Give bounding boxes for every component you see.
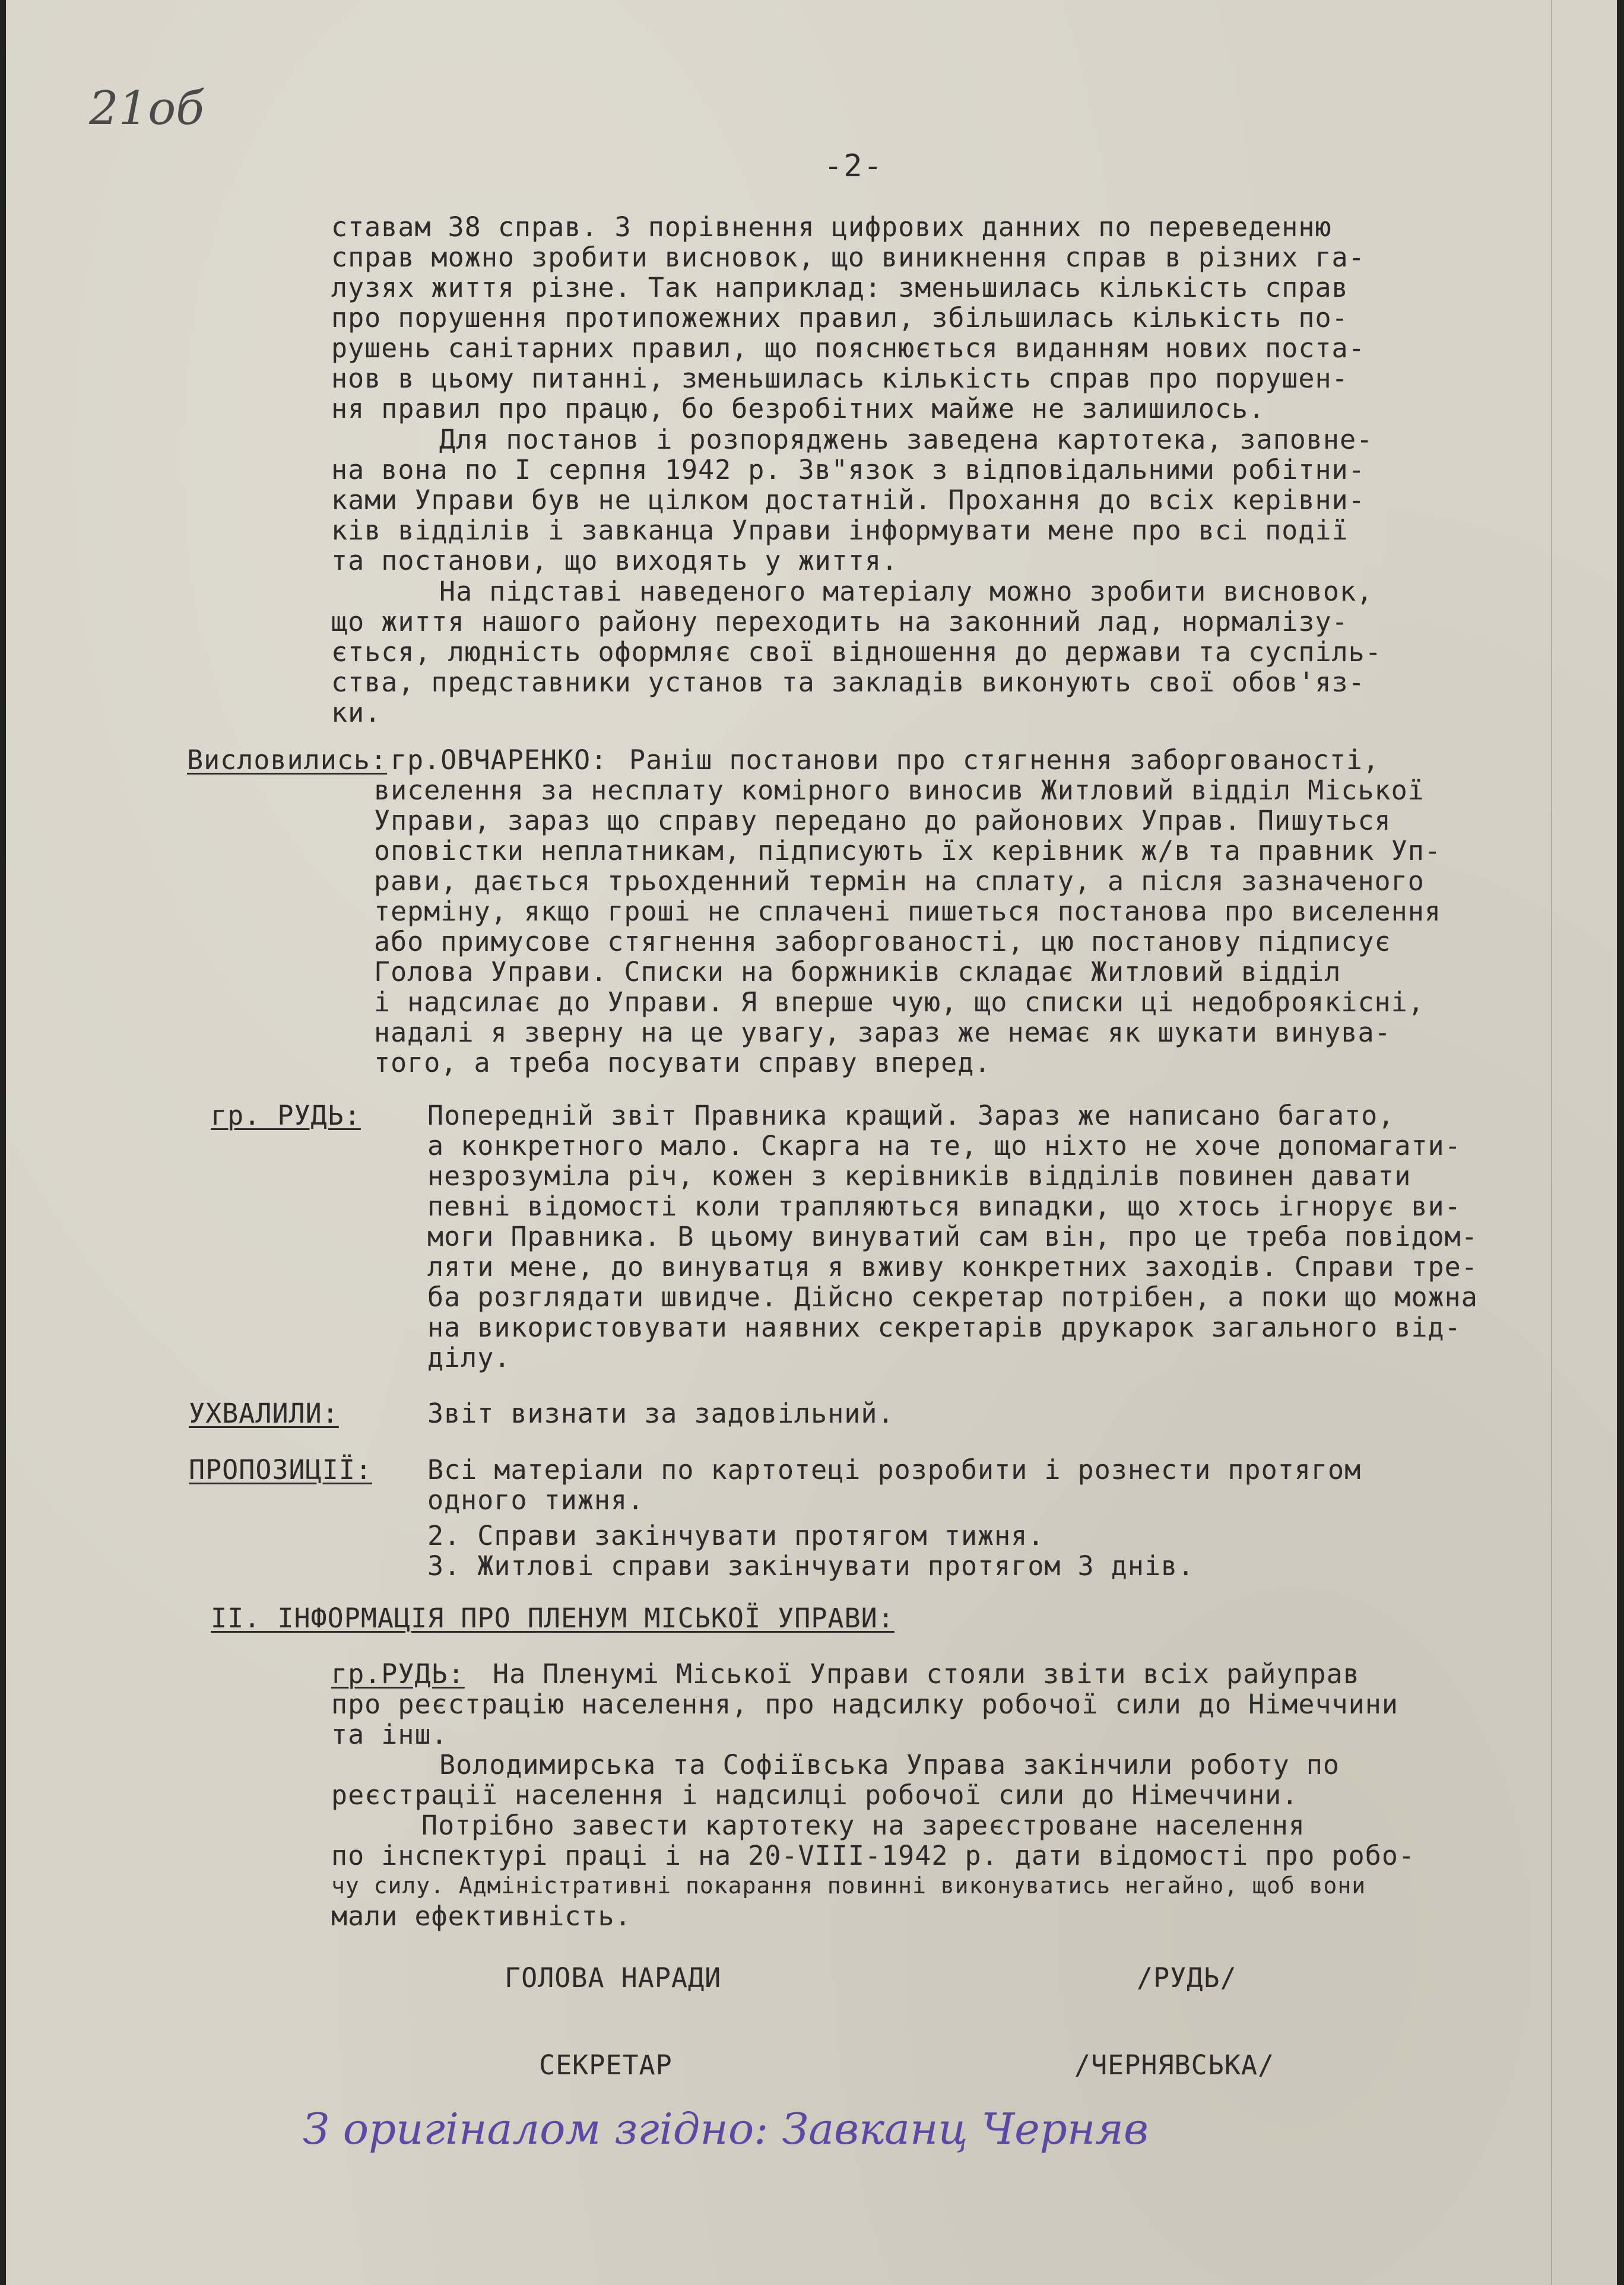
text-line: Для постанов і розпоряджень заведена картотека, заповне- [439, 424, 1374, 455]
speaker-name: гр.ОВЧАРЕНКО: [391, 744, 608, 776]
corner-archive-number: 21об [89, 82, 204, 135]
speaker-name: гр.РУДЬ: [331, 1658, 465, 1690]
proposal-item: 3. Житлові справи закінчувати протягом 3 днів. [427, 1550, 1195, 1582]
edge-crease [1551, 0, 1552, 2285]
text-line: того, а треба посувати справу вперед. [374, 1047, 991, 1078]
proposal-item: 2. Справи закінчувати протягом тижня. [427, 1520, 1045, 1551]
text-line: Володимирська та Софіївська Управа закінчили роботу по [439, 1749, 1340, 1781]
text-line: по інспектурі праці і на 20-VIII-1942 р. дати відомості про робо- [331, 1840, 1415, 1871]
text-line: Всі матеріали по картотеці розробити і рознести протягом [427, 1454, 1362, 1486]
secretary-label: СЕКРЕТАР [539, 2049, 673, 2081]
document-sheet [6, 0, 1617, 2285]
text-line: що життя нашого району переходить на законний лад, нормалізу- [331, 606, 1349, 637]
text-line: виселення за несплату комірного виносив Житловий відділ Міської [374, 775, 1425, 806]
chair-label: ГОЛОВА НАРАДИ [505, 1962, 722, 1994]
text-line: реєстрації населення і надсилці робочої сили до Німеччини. [331, 1779, 1299, 1811]
text-line: Голова Управи. Списки на боржників складає Житловий відділ [374, 956, 1341, 988]
text-line: мали ефективність. [331, 1900, 632, 1932]
resolution-text: Звіт визнати за задовільний. [427, 1398, 895, 1429]
text-line: моги Правника. В цьому винуватий сам він, про це треба повідом- [427, 1221, 1478, 1252]
text-line: і надсилає до Управи. Я вперше чую, що списки ці недоброякісні, [374, 986, 1425, 1018]
text-line: одного тижня. [427, 1484, 645, 1516]
text-line: ня правил про працю, бо безробітних майже не залишилось. [331, 393, 1265, 424]
text-line: рави, дається трьохденний термін на сплату, а після зазначеного [374, 865, 1425, 897]
text-line: надалі я зверну на це увагу, зараз же немає як шукати винува- [374, 1017, 1391, 1048]
speaker-name: гр. РУДЬ: [211, 1100, 361, 1131]
text-line: рушень санітарних правил, що пояснюється виданням нових поста- [331, 332, 1365, 364]
text-line: на вона по I серпня 1942 р. Зв"язок з відповідальними робітни- [331, 454, 1365, 485]
text-line: На підставі наведеного матеріалу можно зробити висновок, [439, 576, 1374, 607]
text-line: незрозуміла річ, кожен з керівників відділів повинен давати [427, 1160, 1412, 1192]
text-line: терміну, якщо гроші не сплачені пишеться постанова про виселення [374, 896, 1441, 927]
chair-name: /РУДЬ/ [1137, 1962, 1237, 1994]
text-line: ється, людність оформляє свої відношення до держави та суспіль- [331, 636, 1382, 668]
text-line: На Пленумі Міської Управи стояли звіти всіх райуправ [493, 1658, 1360, 1690]
handwritten-certification: З оригіналом згідно: Завканц Черняв [303, 2104, 1149, 2154]
text-line: ділу. [427, 1342, 511, 1373]
text-line: Раніш постанови про стягнення заборгованості, [629, 744, 1380, 776]
text-line: оповістки неплатникам, підписують їх керівник ж/в та правник Уп- [374, 835, 1441, 867]
text-line: ляти мене, до винуватця я вживу конкретних заходів. Справи тре- [427, 1251, 1478, 1283]
text-line: ки. [331, 697, 382, 728]
page-number: -2- [824, 148, 883, 184]
text-line: про порушення протипожежних правил, збільшилась кількість по- [331, 302, 1349, 334]
section-label-spoke: Висловились: [187, 744, 388, 776]
text-line: чу силу. Адміністративні покарання повинні виконуватись негайно, щоб вони [331, 1873, 1366, 1899]
text-line: та інш. [331, 1719, 448, 1750]
secretary-name: /ЧЕРНЯВСЬКА/ [1074, 2049, 1275, 2081]
text-line: ства, представники установ та закладів виконують свої обов'яз- [331, 667, 1365, 698]
text-line: ками Управи був не цілком достатній. Прохання до всіх керівни- [331, 484, 1365, 516]
text-line: ків відділів і завканца Управи інформувати мене про всі події [331, 515, 1349, 546]
text-line: або примусове стягнення заборгованості, цю постанову підписує [374, 926, 1391, 957]
section-heading: II. ІНФОРМАЦІЯ ПРО ПЛЕНУМ МІСЬКОЇ УПРАВИ: [211, 1602, 895, 1634]
text-line: про реєстрацію населення, про надсилку робочої сили до Німеччини [331, 1689, 1398, 1720]
text-line: а конкретного мало. Скарга на те, що ніхто не хоче допомагати- [427, 1130, 1461, 1161]
text-line: на використовувати наявних секретарів друкарок загального від- [427, 1312, 1461, 1343]
text-line: та постанови, що виходять у життя. [331, 545, 899, 576]
text-line: ба розглядати швидче. Дійсно секретар потрібен, а поки що можна [427, 1281, 1478, 1313]
section-label-proposals: ПРОПОЗИЦІЇ: [189, 1454, 373, 1486]
text-line: лузях життя різне. Так наприклад: зменьшилась кількість справ [331, 272, 1349, 303]
section-label-resolved: УХВАЛИЛИ: [189, 1398, 339, 1429]
text-line: нов в цьому питанні, зменьшилась кількість справ про порушен- [331, 363, 1349, 394]
text-line: ставам 38 справ. З порівнення цифрових данних по переведенню [331, 211, 1332, 243]
text-line: Управи, зараз що справу передано до районових Управ. Пишуться [374, 805, 1391, 836]
text-line: Потрібно завести картотеку на зареєстроване населення [421, 1810, 1305, 1841]
text-line: справ можно зробити висновок, що виникнення справ в різних га- [331, 242, 1365, 273]
text-line: певні відомості коли трапляються випадки, що хтось ігнорує ви- [427, 1191, 1461, 1222]
text-line: Попередній звіт Правника кращий. Зараз же написано багато, [427, 1100, 1395, 1131]
